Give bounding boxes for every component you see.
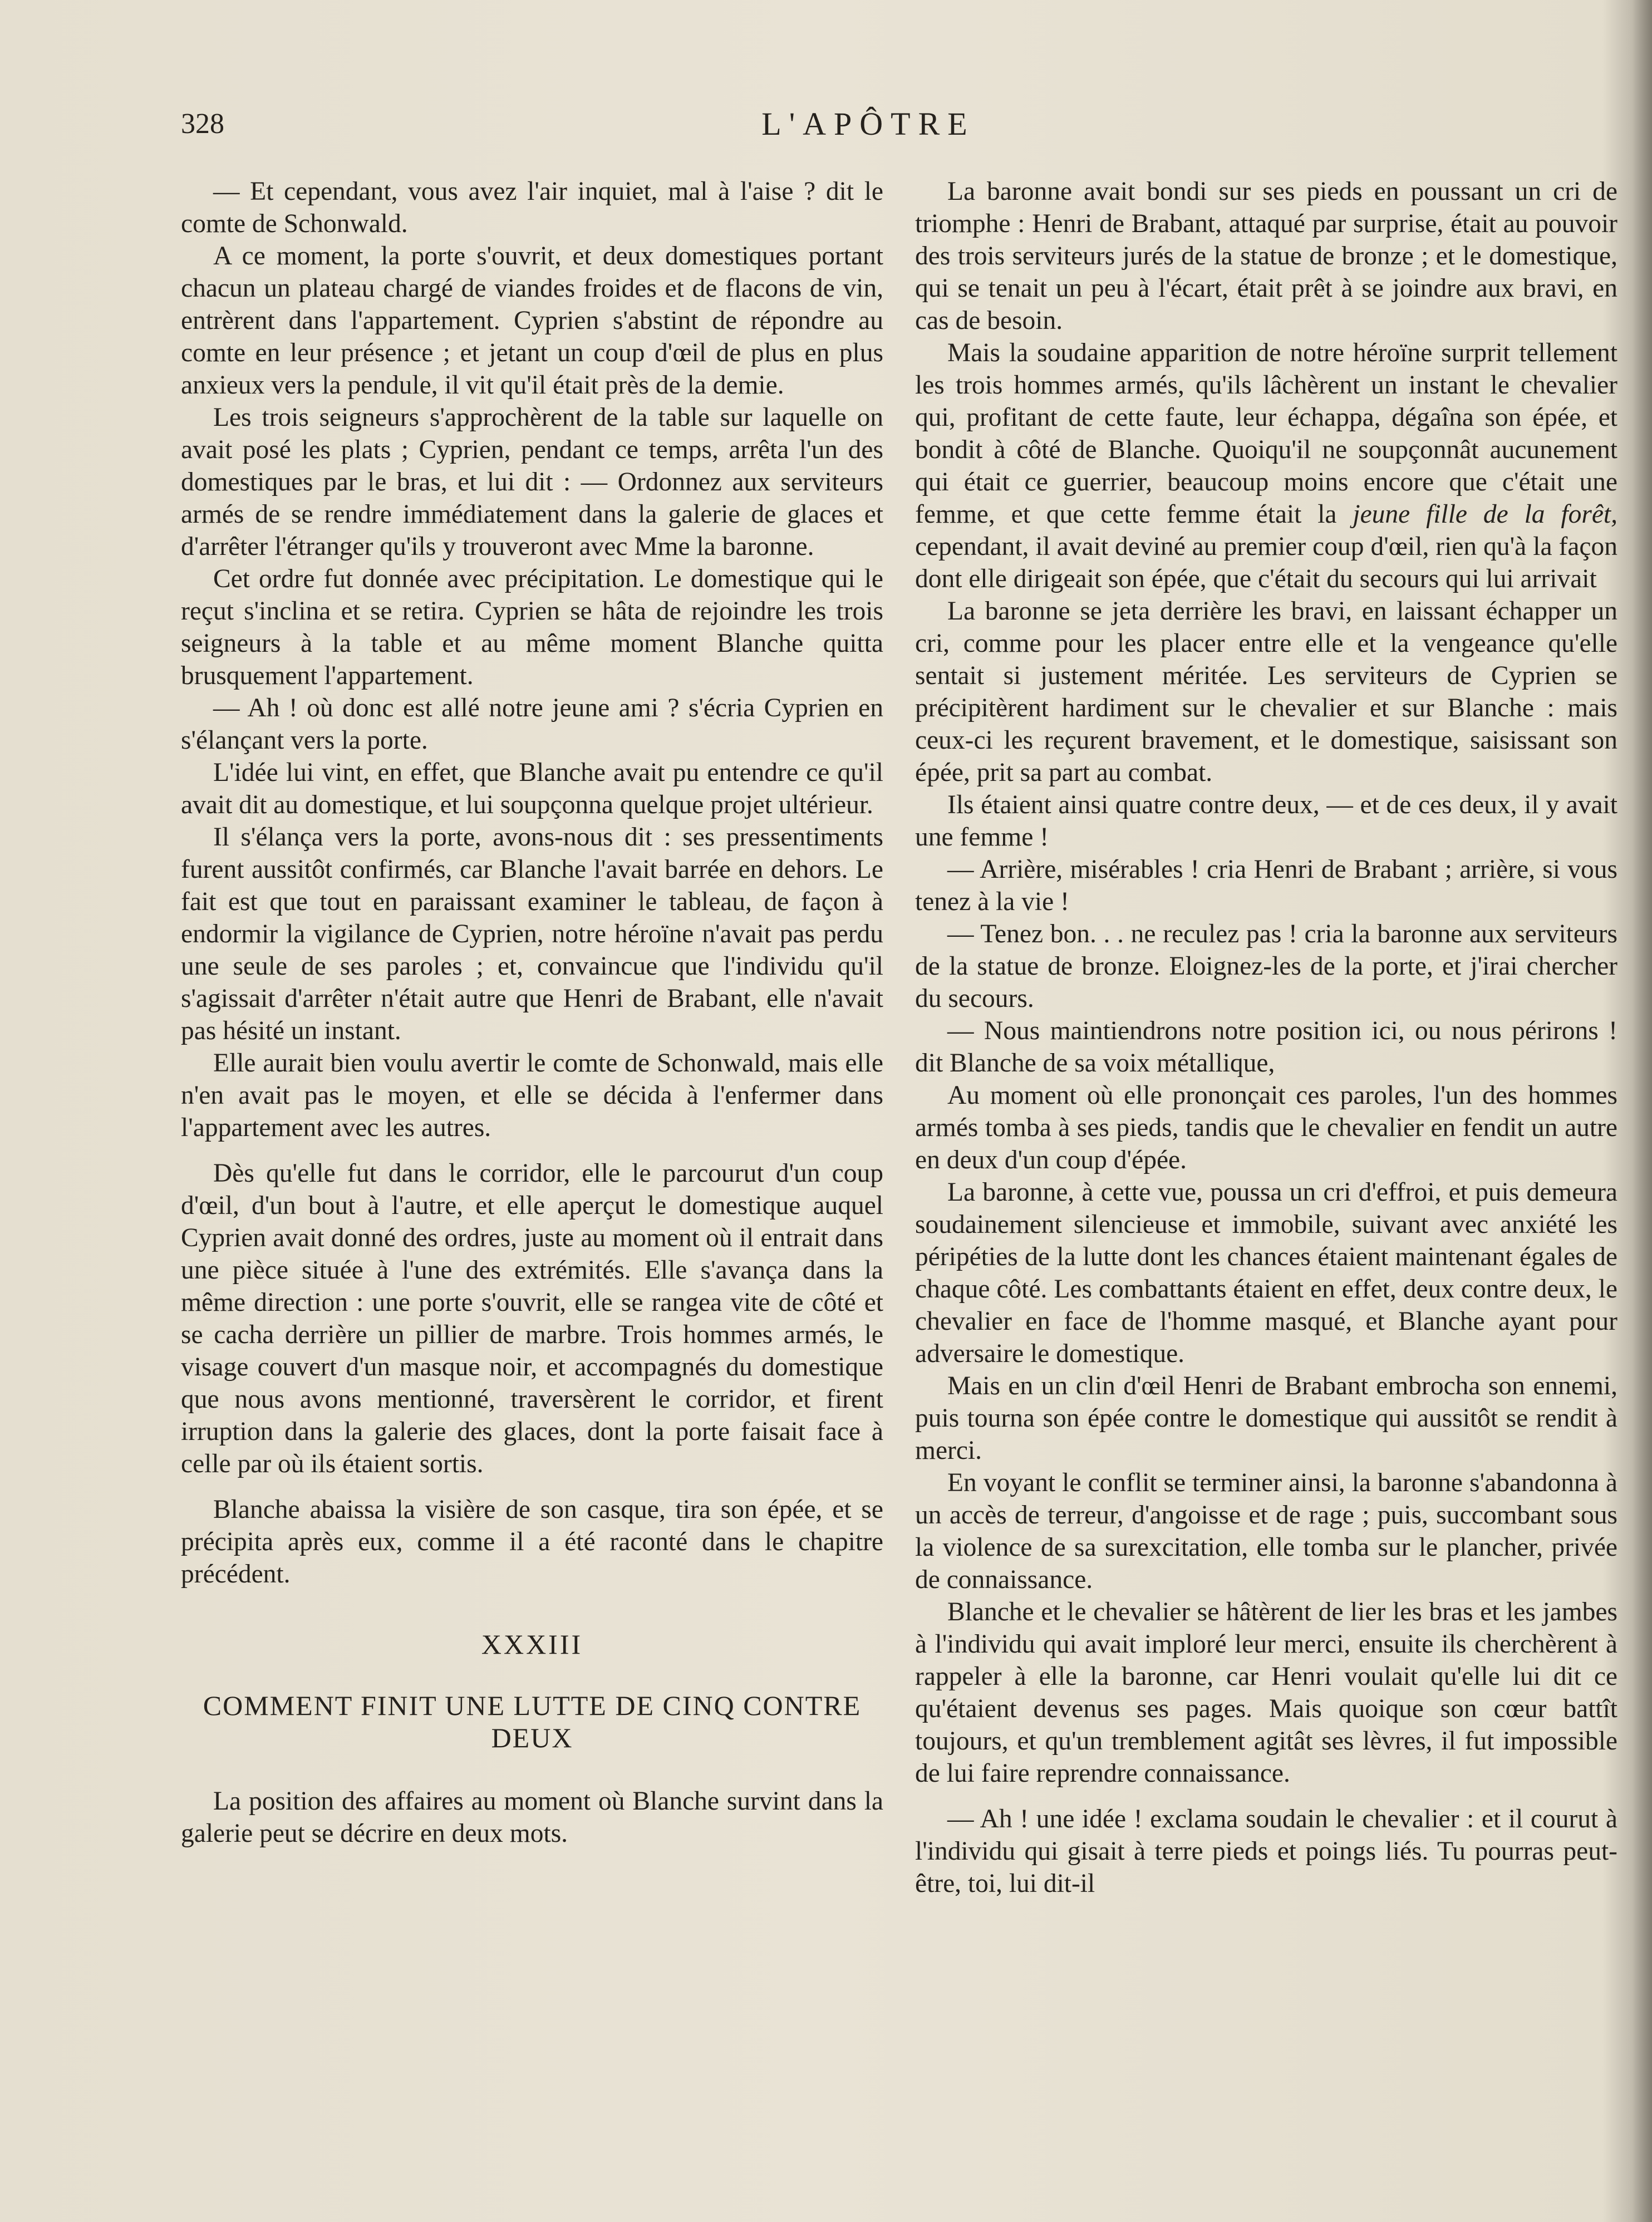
paragraph: L'idée lui vint, en effet, que Blanche avait pu entendre ce qu'il avait dit au domestique, et lui soupçonna quelque projet ultérieur. (181, 758, 883, 819)
paragraph: Ils étaient ainsi quatre contre deux, — et de ces deux, il y avait une femme ! (915, 790, 1617, 852)
right-column (915, 175, 1617, 1900)
paragraph: — Tenez bon. . . ne reculez pas ! cria la baronne aux serviteurs de la statue de bronze. Eloignez-les de la porte, et j'irai chercher du secours. (915, 920, 1617, 1013)
paragraph: A ce moment, la porte s'ouvrit, et deux domestiques portant chacun un plateau chargé de viandes froides et de flacons de vin, entrèrent dans l'appartement. Cyprien s'abstint de répondre au comte en leur présence ; et jetant un coup d'œil de plus en plus anxieux vers la pendule, il vit qu'il était près de la demie. (181, 242, 883, 400)
chapter-title: COMMENT FINIT UNE LUTTE DE CINQ CONTRE DEUX (203, 1690, 862, 1753)
paragraph-text: cependant, il avait deviné au premier coup d'œil, rien qu'à la façon dont elle dirigeait son épée, que c'était du secours qui lui arrivait (915, 532, 1617, 593)
chapter-number: XXXIII (481, 1629, 583, 1660)
paragraph: — Nous maintiendrons notre position ici, ou nous périrons ! dit Blanche de sa voix métallique, (915, 1016, 1617, 1078)
paragraph: En voyant le conflit se terminer ainsi, la baronne s'abandonna à un accès de terreur, d'angoisse et de rage ; puis, succombant sous la violence de sa surexcitation, elle tomba sur le plancher, privée de connaissance. (915, 1468, 1617, 1594)
running-title: L'APÔTRE (761, 106, 975, 142)
paragraph-text: Mais la soudaine apparition de notre héroïne surprit tellement les trois hommes armés, qu'ils lâchèrent un instant le chevalier qui, profitant de cette faute, leur échappa, dégaîna son épée, et bondit à côté de Blanche. Quoiqu'il ne soupçonnât aucunement qui était ce guerrier, beaucoup moins encore que c'était une femme, et que cette femme était la (915, 338, 1617, 529)
paragraph: Dès qu'elle fut dans le corridor, elle le parcourut d'un coup d'œil, d'un bout à l'autre, et elle aperçut le domestique auquel Cyprien avait donné des ordres, juste au moment où il entrait dans une pièce située à l'une des extrémités. Elle s'avança dans la même direction : une porte s'ouvrit, elle se rangea vite de côté et se cacha derrière un pillier de marbre. Trois hommes armés, le visage couvert d'un masque noir, et accompagnés du domestique que nous avons mentionné, traversèrent le corridor, et firent irruption dans la galerie des glaces, dont la porte faisait face à celle par où ils étaient sortis. (181, 1159, 883, 1478)
paragraph: La baronne se jeta derrière les bravi, en laissant échapper un cri, comme pour les placer entre elle et la vengeance qu'elle sentait si justement méritée. Les serviteurs de Cyprien se précipitèrent hardiment sur le chevalier et sur Blanche : mais ceux-ci les reçurent bravement, et le domestique, saisissant son épée, prit sa part au combat. (915, 597, 1617, 787)
paragraph: — Ah ! une idée ! exclama soudain le chevalier : et il courut à l'individu qui gisait à terre pieds et poings liés. Tu pourras peut-être, toi, lui dit-il (915, 1805, 1617, 1898)
italic-phrase: jeune fille de la forêt, (1353, 500, 1618, 529)
left-column (181, 175, 883, 1850)
paragraph: La baronne, à cette vue, poussa un cri d'effroi, et puis demeura soudainement silencieuse et immobile, suivant avec anxiété les péripéties de la lutte dont les chances étaient maintenant égales de chaque côté. Les combattants étaient en effet, deux contre deux, le chevalier en face de l'homme masqué, et Blanche ayant pour adversaire le domestique. (915, 1178, 1617, 1368)
paragraph-with-italic (915, 337, 1617, 595)
page-number: 328 (181, 108, 224, 140)
paragraph: Elle aurait bien voulu avertir le comte de Schonwald, mais elle n'en avait pas le moyen, et elle se décida à l'enfermer dans l'appartement avec les autres. (181, 1049, 883, 1142)
paragraph: Mais en un clin d'œil Henri de Brabant embrocha son ennemi, puis tourna son épée contre le domestique qui aussitôt se rendit à merci. (915, 1371, 1617, 1465)
paragraph: Les trois seigneurs s'approchèrent de la table sur laquelle on avait posé les plats ; Cyprien, pendant ce temps, arrêta l'un des domestiques par le bras, et lui dit : — Ordonnez aux serviteurs armés de se rendre immédiatement dans la galerie de glaces et d'arrêter l'étranger qu'ils y trouveront avec Mme la baronne. (181, 403, 883, 561)
page-edge-shadow (1632, 0, 1652, 2222)
paragraph: Blanche abaissa la visière de son casque, tira son épée, et se précipita après eux, comme il a été raconté dans le chapitre précédent. (181, 1495, 883, 1589)
paragraph: Il s'élança vers la porte, avons-nous dit : ses pressentiments furent aussitôt confirmés, car Blanche l'avait barrée en dehors. Le fait est que tout en paraissant examiner le tableau, de façon à endormir la vigilance de Cyprien, notre héroïne n'avait pas perdu une seule de ses paroles ; et, convaincue que l'individu qu'il s'agissait d'arrêter n'était autre que Henri de Brabant, elle n'avait pas hésité un instant. (181, 823, 883, 1045)
paragraph: — Ah ! où donc est allé notre jeune ami ? s'écria Cyprien en s'élançant vers la porte. (181, 694, 883, 755)
running-head (181, 99, 1556, 149)
paragraph: La baronne avait bondi sur ses pieds en poussant un cri de triomphe : Henri de Brabant, attaqué par surprise, était au pouvoir des trois serviteurs jurés de la statue de bronze ; et le domestique, qui se tenait un peu à l'écart, était prêt à se joindre aux bravi, en cas de besoin. (915, 177, 1617, 335)
paragraph: Cet ordre fut donnée avec précipitation. Le domestique qui le reçut s'inclina et se retira. Cyprien se hâta de rejoindre les trois seigneurs à la table et au même moment Blanche quitta brusquement l'appartement. (181, 564, 883, 690)
paragraph: — Arrière, misérables ! cria Henri de Brabant ; arrière, si vous tenez à la vie ! (915, 855, 1617, 916)
paragraph: Au moment où elle prononçait ces paroles, l'un des hommes armés tomba à ses pieds, tandis que le chevalier en fendit un autre en deux d'un coup d'épée. (915, 1081, 1617, 1174)
paragraph: La position des affaires au moment où Blanche survint dans la galerie peut se décrire en deux mots. (181, 1787, 883, 1848)
paragraph: — Et cependant, vous avez l'air inquiet, mal à l'aise ? dit le comte de Schonwald. (181, 177, 883, 238)
paragraph: Blanche et le chevalier se hâtèrent de lier les bras et les jambes à l'individu qui avait imploré leur merci, ensuite ils cherchèrent à rappeler à elle la baronne, car Henri voulait qu'elle lui dit ce qu'étaient devenus ses pages. Mais quoique son cœur battît toujours, et qu'un tremblement agitât ses lèvres, il fut impossible de lui faire reprendre connaissance. (915, 1597, 1617, 1788)
